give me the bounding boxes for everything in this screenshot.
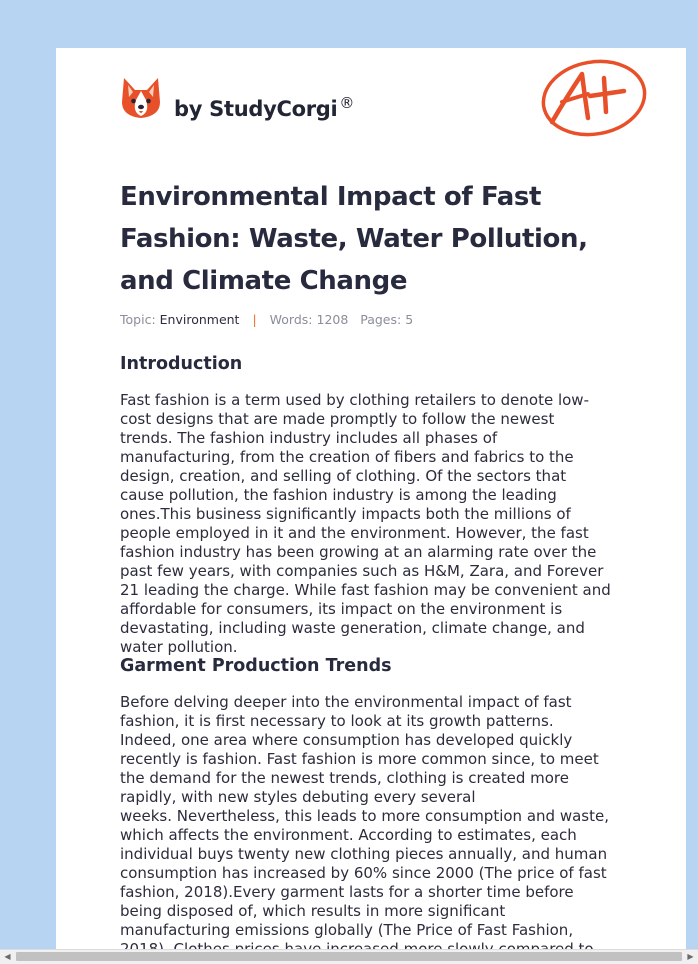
section-paragraph-introduction: Fast fashion is a term used by clothing retailers to denote low- cost designs that are made promptly to follow the newest trends. The fashion industry includes all phases of manufacturing, from the creation of fibers and fabrics to the design, creation, and selling of clothing. Of the sectors that cause pollution, the fashion industry is among the leading ones.This business significantly impacts both the millions of people employed in it and the environment. However, the fast fashion industry has been growing at an alarming rate over the past few years, with companies such as H&M, Zara, and Forever 21 leading the charge. While fast fashion may be convenient and affordable for consumers, its impact on the environment is devastating, including waste generation, climate change, and water pollution. (120, 391, 611, 656)
scroll-thumb[interactable] (16, 952, 682, 961)
section-heading-garment-production-trends: Garment Production Trends (120, 656, 392, 676)
meta-separator: | (252, 312, 257, 327)
words-count: 1208 (316, 312, 349, 327)
topic-link[interactable]: Environment (159, 312, 240, 327)
pages-count: 5 (405, 312, 414, 327)
page-title: Environmental Impact of Fast Fashion: Waste, Water Pollution, and Climate Change (120, 182, 588, 296)
section-paragraph-garment-production-trends: Before delving deeper into the environmental impact of fast fashion, it is first necessary to look at its growth patterns. Indeed, one area where consumption has developed quickly recently is fashion. Fast fashion is more common since, to meet the demand for the newest trends, clothing is created more rapidly, with new styles debuting every several weeks. Nevertheless, this leads to more consumption and waste, which affects the environment. According to estimates, each individual buys twenty new clothing pieces annually, and human consumption has increased by 60% since 2000 (The price of fast fashion, 2018).Every garment lasts for a shorter time before being disposed of, which results in more significant manufacturing emissions globally (The Price of Fast Fashion, (120, 693, 609, 939)
logo-text: by StudyCorgi ® (174, 94, 355, 121)
svg-text:A+: A+ (538, 58, 540, 59)
pages-label: Pages: (360, 312, 402, 327)
corgi-icon (120, 76, 162, 120)
scroll-right-arrow-icon[interactable]: ▶ (687, 952, 694, 961)
scroll-left-arrow-icon[interactable]: ◀ (4, 952, 11, 961)
words-label: Words: (269, 312, 313, 327)
section-heading-introduction: Introduction (120, 354, 243, 374)
document-page (56, 48, 686, 964)
studycorgi-logo[interactable] (120, 74, 380, 124)
horizontal-scrollbar[interactable] (0, 949, 698, 964)
document-meta (120, 312, 413, 327)
topic-label: Topic: (120, 312, 156, 327)
grade-a-plus-icon (538, 58, 650, 140)
